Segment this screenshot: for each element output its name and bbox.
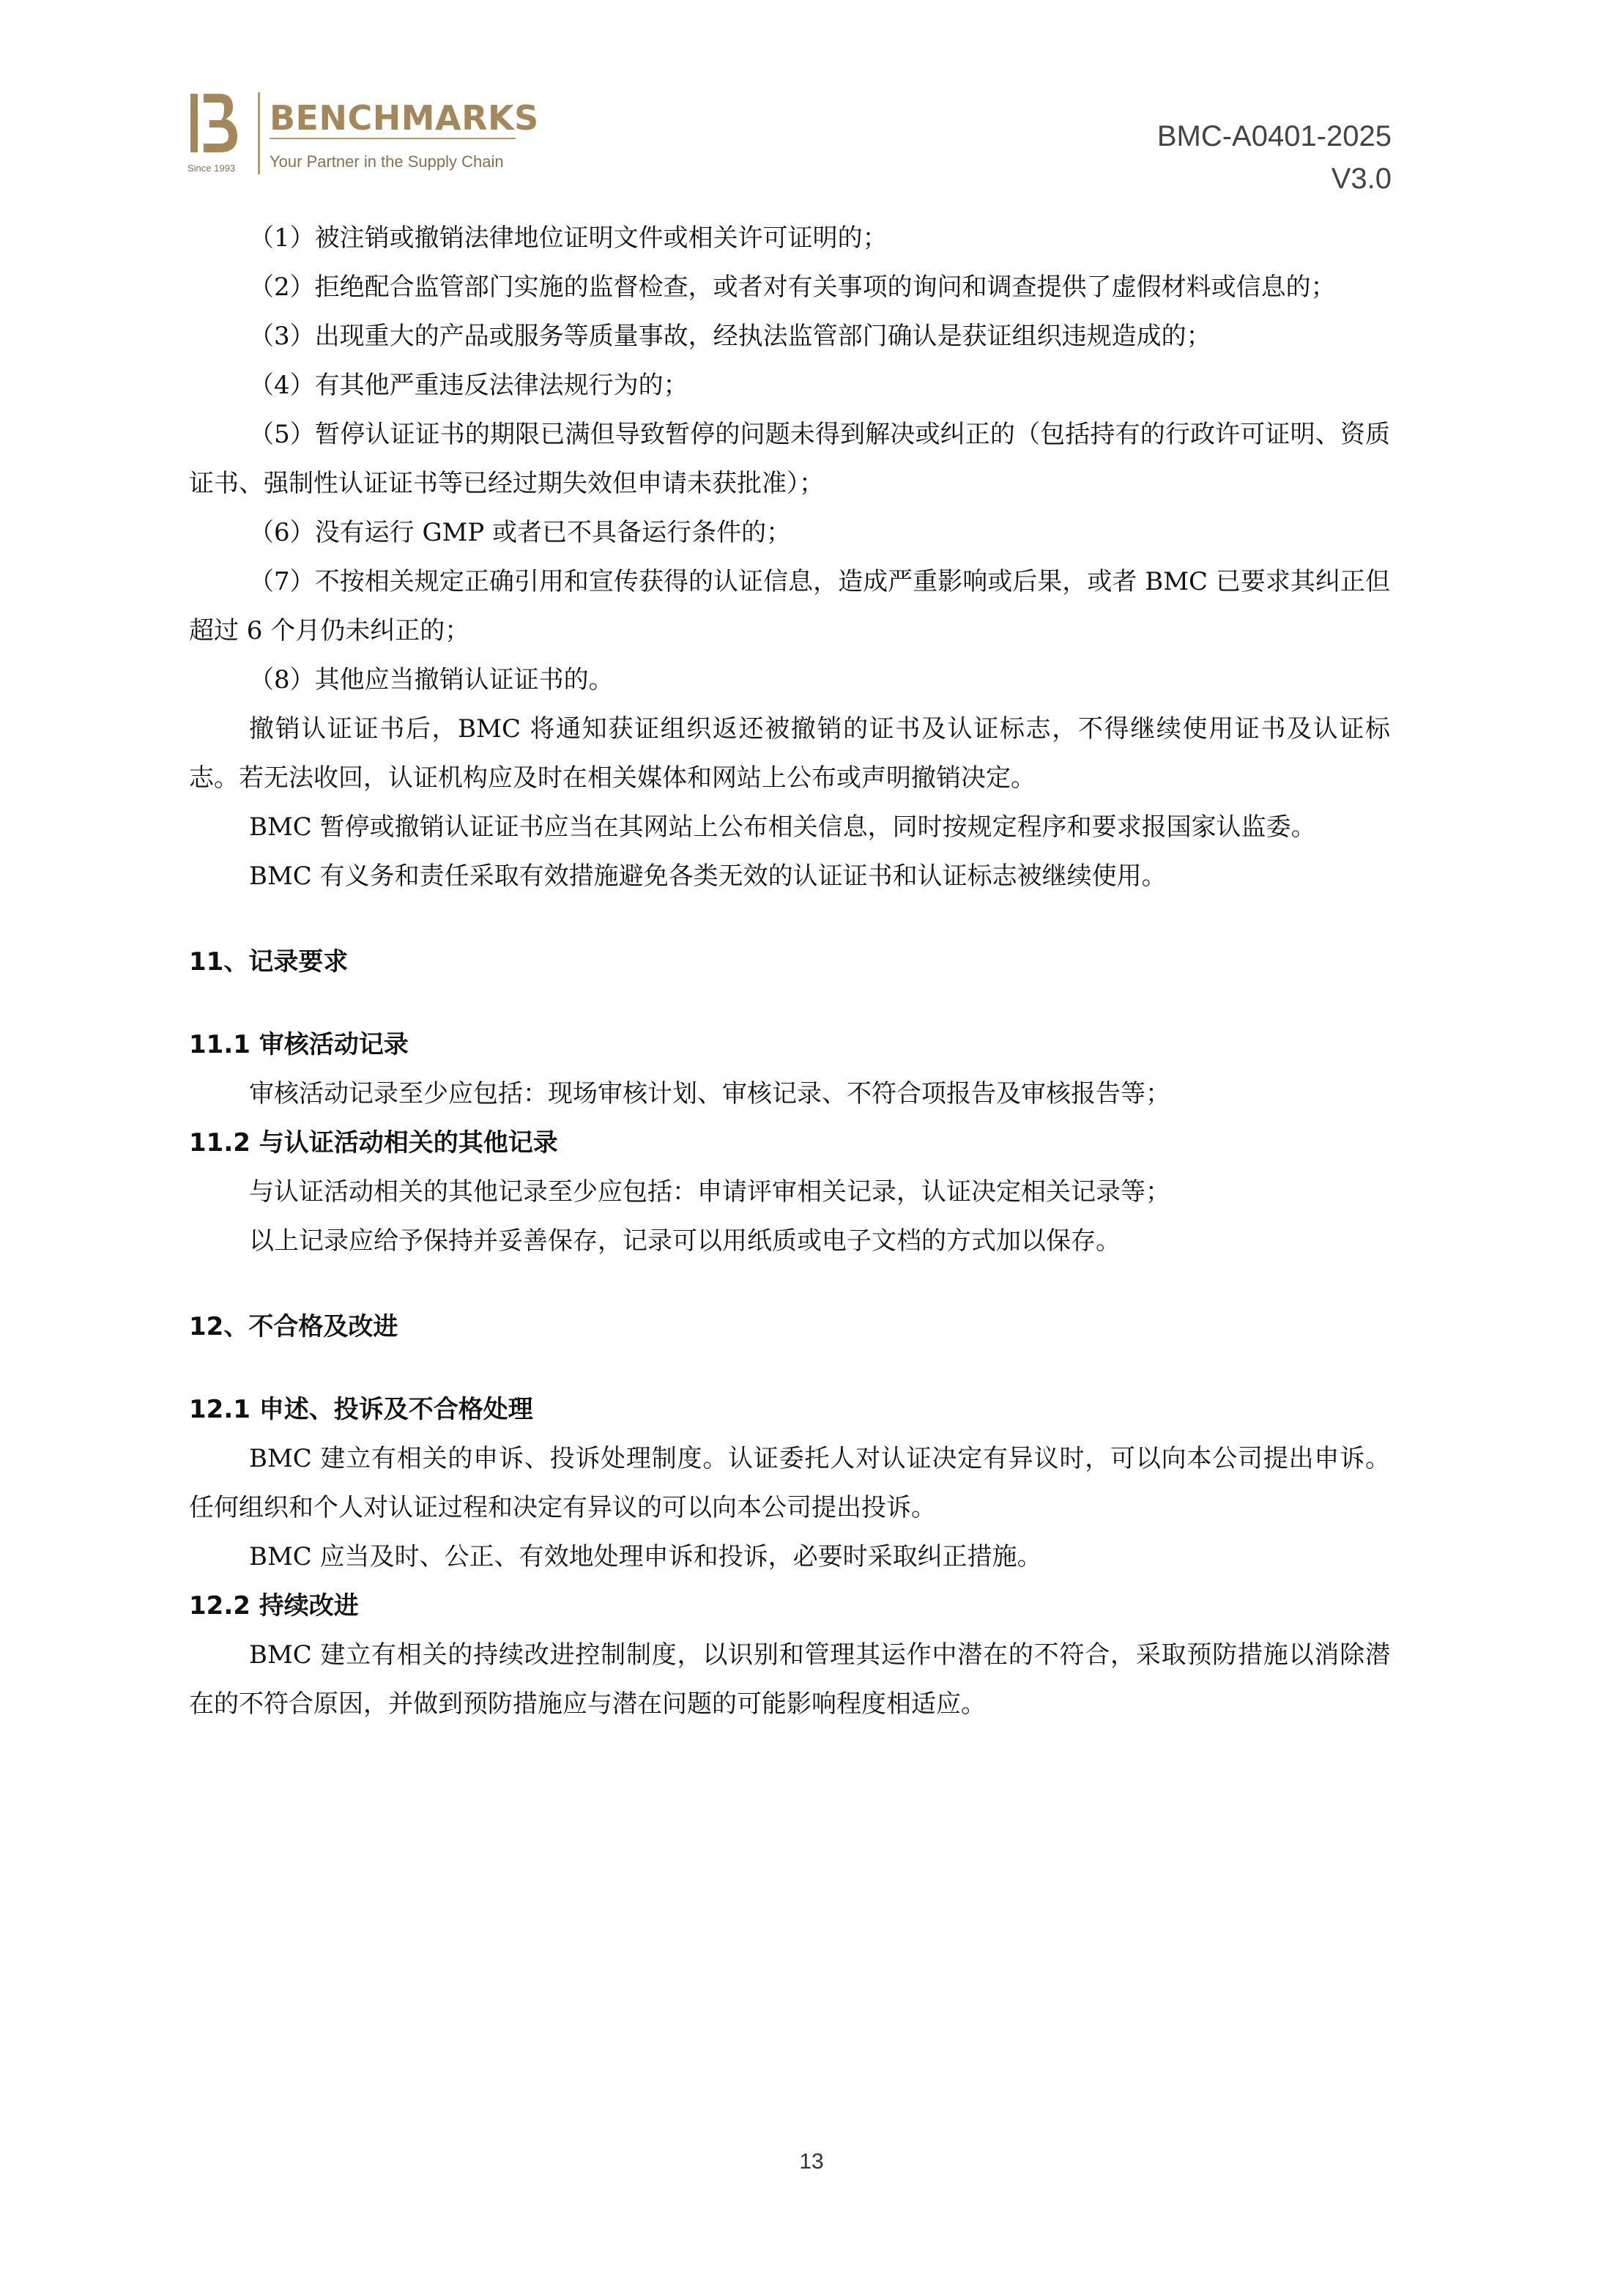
revocation-item-3: （3）出现重大的产品或服务等质量事故，经执法监管部门确认是获证组织违规造成的； xyxy=(249,322,1211,351)
section-12-2-text: BMC 建立有相关的持续改进控制制度，以识别和管理其运作中潜在的不符合，采取预防措施以消除潜在的不符合原因，并做到预防措施应与潜在问题的可能影响程度相适应。 xyxy=(189,1640,1390,1719)
brand-since: Since 1993 xyxy=(187,163,236,174)
document-number: BMC-A0401-2025 xyxy=(1156,120,1392,152)
revocation-item-4: （4）有其他严重违反法律法规行为的； xyxy=(249,371,688,400)
page-number: 13 xyxy=(799,2149,824,2174)
section-11-heading: 11、记录要求 xyxy=(189,947,349,977)
revocation-item-2: （2）拒绝配合监管部门实施的监督检查，或者对有关事项的询问和调查提供了虚假材料或信息的； xyxy=(249,273,1336,302)
brand-underline xyxy=(270,138,516,139)
page-header xyxy=(0,0,1623,205)
revocation-item-8: （8）其他应当撤销认证证书的。 xyxy=(249,665,614,695)
company-logo xyxy=(187,91,539,179)
section-11-2-text-2: 以上记录应给予保持并妥善保存，记录可以用纸质或电子文档的方式加以保存。 xyxy=(249,1226,1121,1256)
section-12-1-text-2: BMC 应当及时、公正、有效地处理申诉和投诉，必要时采取纠正措施。 xyxy=(249,1542,1042,1571)
brand-tagline: Your Partner in the Supply Chain xyxy=(270,152,504,171)
revocation-item-1: （1）被注销或撤销法律地位证明文件或相关许可证明的； xyxy=(249,223,888,253)
section-12-2-heading: 12.2 持续改进 xyxy=(189,1591,359,1621)
revoke-notice-paragraph: 撤销认证证书后，BMC 将通知获证组织返还被撤销的证书及认证标志，不得继续使用证书及认证标志。若无法收回，认证机构应及时在相关媒体和网站上公布或声明撤销决定。 xyxy=(189,714,1390,793)
section-11-2-heading: 11.2 与认证活动相关的其他记录 xyxy=(189,1128,558,1158)
duty-paragraph: BMC 有义务和责任采取有效措施避免各类无效的认证证书和认证标志被继续使用。 xyxy=(249,862,1167,891)
logo-divider xyxy=(258,92,260,174)
revocation-item-5: （5）暂停认证证书的期限已满但导致暂停的问题未得到解决或纠正的（包括持有的行政许可证明、资质证书、强制性认证证书等已经过期失效但申请未获批准）； xyxy=(189,420,1390,498)
publish-paragraph: BMC 暂停或撤销认证证书应当在其网站上公布相关信息，同时按规定程序和要求报国家认监委。 xyxy=(249,812,1316,842)
brand-name: BENCHMARKS xyxy=(270,98,539,138)
section-12-1-heading: 12.1 申述、投诉及不合格处理 xyxy=(189,1395,533,1424)
revocation-item-6: （6）没有运行 GMP 或者已不具备运行条件的； xyxy=(249,518,792,547)
section-11-1-heading: 11.1 审核活动记录 xyxy=(189,1030,409,1059)
benchmarks-logo-icon xyxy=(187,91,246,155)
section-12-1-text-1: BMC 建立有相关的申诉、投诉处理制度。认证委托人对认证决定有异议时，可以向本公司提出申诉。任何组织和个人对认证过程和决定有异议的可以向本公司提出投诉。 xyxy=(189,1444,1390,1522)
document-version: V3.0 xyxy=(1331,163,1392,195)
document-body xyxy=(189,214,1390,1729)
section-11-2-text-1: 与认证活动相关的其他记录至少应包括：申请评审相关记录，认证决定相关记录等； xyxy=(249,1177,1170,1207)
section-12-heading: 12、不合格及改进 xyxy=(189,1312,398,1341)
section-11-1-text: 审核活动记录至少应包括：现场审核计划、审核记录、不符合项报告及审核报告等； xyxy=(249,1079,1170,1108)
revocation-item-7: （7）不按相关规定正确引用和宣传获得的认证信息，造成严重影响或后果，或者 BMC 已要求其纠正但超过 6 个月仍未纠正的； xyxy=(189,567,1390,645)
